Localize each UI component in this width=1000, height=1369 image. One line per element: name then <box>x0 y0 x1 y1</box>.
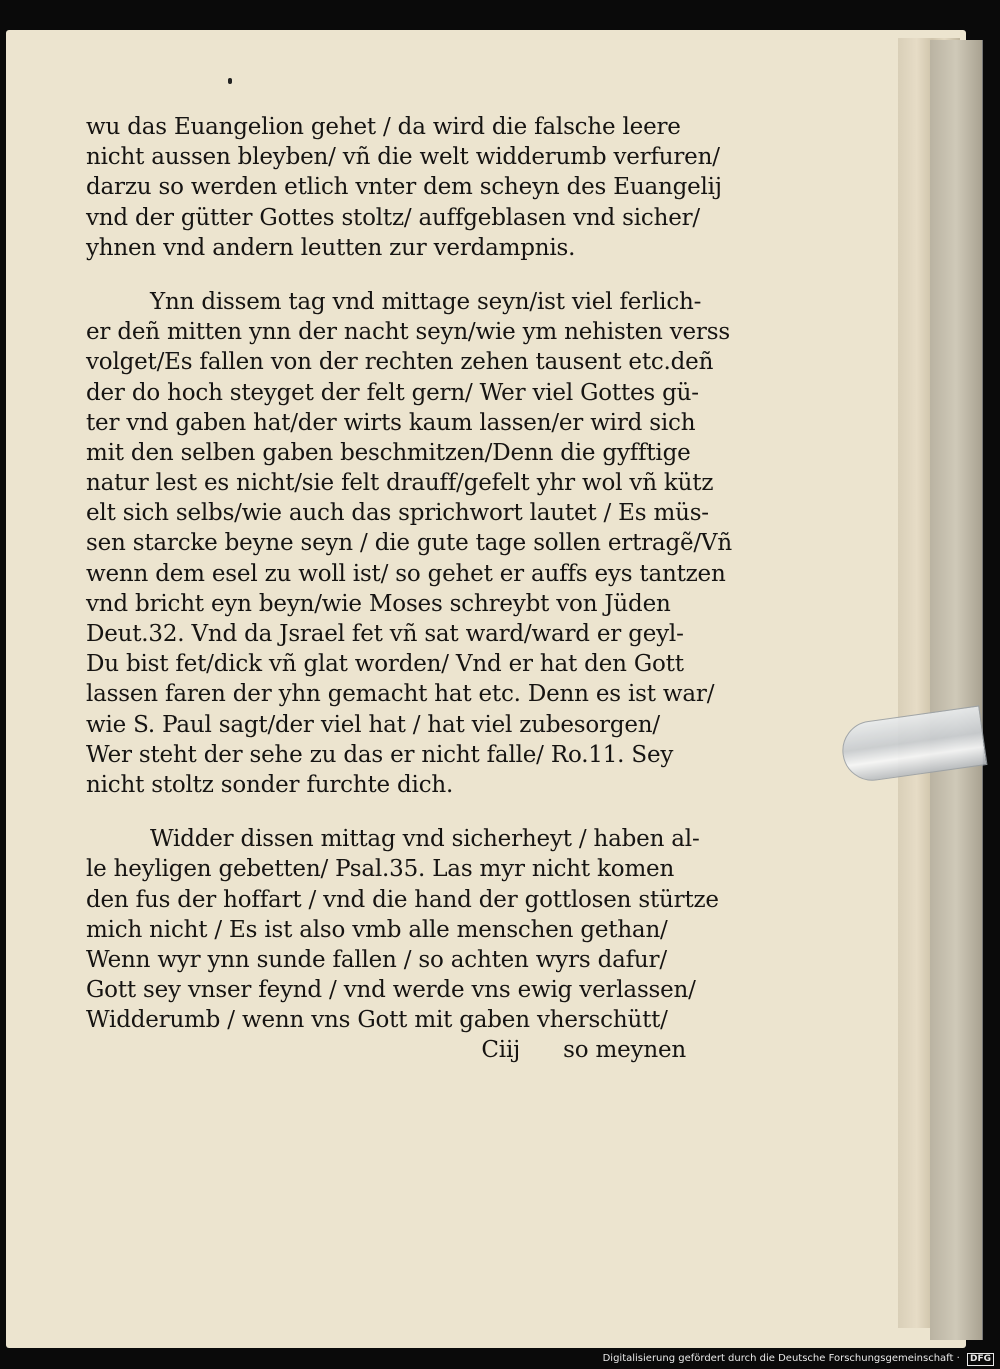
text-line: er deñ mitten ynn der nacht seyn/wie ym nehisten verss <box>86 319 730 346</box>
book-cover-edge <box>930 40 983 1340</box>
text-line: nicht aussen bleyben/ vñ die welt widderumb verfuren/ <box>86 144 720 171</box>
text-line: sen starcke beyne seyn / die gute tage sollen ertragẽ/Vñ <box>86 530 732 557</box>
text-block <box>86 112 732 1066</box>
digitization-footer <box>603 1353 994 1366</box>
text-line: Wenn wyr ynn sunde fallen / so achten wyrs dafur/ <box>86 946 667 973</box>
text-line: ter vnd gaben hat/der wirts kaum lassen/er wird sich <box>86 409 696 436</box>
ink-mark <box>228 78 232 84</box>
text-line: le heyligen gebetten/ Psal.35. Las myr nicht komen <box>86 856 675 883</box>
catchword: so meynen <box>563 1037 686 1064</box>
text-line: mich nicht / Es ist also vmb alle menschen gethan/ <box>86 916 668 943</box>
text-line: vnd bricht eyn beyn/wie Moses schreybt von Jüden <box>86 590 671 617</box>
text-line: darzu so werden etlich vnter dem scheyn des Euangelij <box>86 174 722 201</box>
text-line: wu das Euangelion gehet / da wird die falsche leere <box>86 114 681 140</box>
text-line: vnd der gütter Gottes stoltz/ auffgeblasen vnd sicher/ <box>86 204 700 231</box>
text-line: Wer steht der sehe zu das er nicht falle/ Ro.11. Sey <box>86 741 674 768</box>
text-line: nicht stoltz sonder furchte dich. <box>86 771 454 798</box>
paragraph-gap <box>86 800 696 824</box>
text-line: yhnen vnd andern leutten zur verdampnis. <box>86 234 576 261</box>
signature-mark: Ciij <box>481 1037 521 1064</box>
catchline <box>86 1035 696 1065</box>
paragraph-2 <box>86 287 732 800</box>
text-line: Widderumb / wenn vns Gott mit gaben vherschütt/ <box>86 1007 668 1034</box>
dfg-logo-icon: DFG <box>967 1353 994 1366</box>
text-line: Deut.32. Vnd da Jsrael fet vñ sat ward/ward er geyl- <box>86 621 684 647</box>
text-line: wie S. Paul sagt/der viel hat / hat viel zubesorgen/ <box>86 711 660 738</box>
text-line: Ynn dissem tag vnd mittage seyn/ist viel ferlich- <box>150 288 702 315</box>
paragraph-1 <box>86 112 722 263</box>
text-line: Du bist fet/dick vñ glat worden/ Vnd er hat den Gott <box>86 651 684 678</box>
paragraph-3 <box>86 824 719 1035</box>
text-line: Gott sey vnser feynd / vnd werde vns ewig verlassen/ <box>86 977 696 1004</box>
text-line: den fus der hoffart / vnd die hand der gottlosen stürtze <box>86 886 719 913</box>
text-line: Widder dissen mittag vnd sicherheyt / haben al- <box>150 826 700 853</box>
text-line: der do hoch steyget der felt gern/ Wer viel Gottes gü- <box>86 379 699 406</box>
text-line: mit den selben gaben beschmitzen/Denn die gyfftige <box>86 439 691 466</box>
text-line: volget/Es fallen von der rechten zehen tausent etc.deñ <box>86 349 714 376</box>
text-line: natur lest es nicht/sie felt drauff/gefelt yhr wol vñ kütz <box>86 470 714 497</box>
text-line: wenn dem esel zu woll ist/ so gehet er auffs eys tantzen <box>86 560 726 587</box>
text-line: lassen faren der yhn gemacht hat etc. Denn es ist war/ <box>86 681 715 708</box>
paragraph-gap <box>86 263 696 287</box>
footer-text: Digitalisierung gefördert durch die Deutsche Forschungsgemeinschaft · <box>602 1353 960 1364</box>
text-line: elt sich selbs/wie auch das sprichwort lautet / Es müs- <box>86 500 709 527</box>
